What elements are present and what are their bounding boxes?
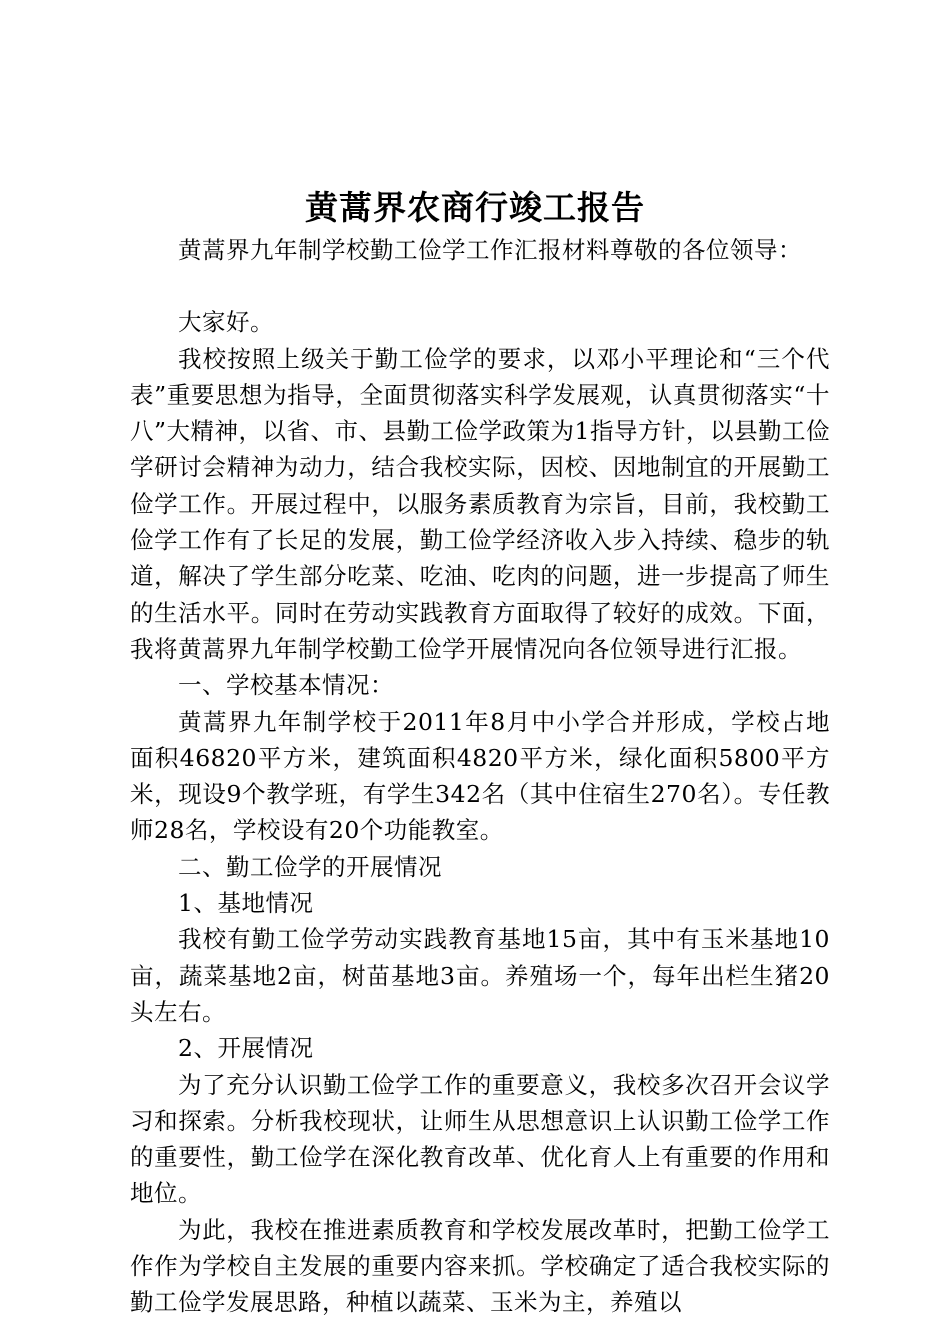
- development-paragraph: 为此，我校在推进素质教育和学校发展改革时，把勤工俭学工作作为学校自主发展的重要内容来抓。学校确定了适合我校实际的勤工俭学发展思路，种植以蔬菜、玉米为主，养殖以: [130, 1215, 830, 1317]
- section-heading-basic-info: 一、学校基本情况：: [178, 671, 394, 700]
- basic-info-paragraph: 黄蒿界九年制学校于2011年8月中小学合并形成，学校占地面积46820平方米，建筑面积4820平方米，绿化面积5800平方米，现设9个教学班，有学生342名（其中住宿生270名）。专任教师28名，学校设有20个功能教室。: [130, 707, 830, 845]
- salutation-paragraph: 黄蒿界九年制学校勤工俭学工作汇报材料尊敬的各位领导：: [178, 236, 802, 264]
- progress-paragraph: 为了充分认识勤工俭学工作的重要意义，我校多次召开会议学习和探索。分析我校现状，让师生从思想意识上认识勤工俭学工作的重要性，勤工俭学在深化教育改革、优化育人上有重要的作用和地位。: [130, 1070, 830, 1208]
- document-body: [130, 232, 830, 1321]
- base-status-paragraph: 我校有勤工俭学劳动实践教育基地15亩，其中有玉米基地10亩，蔬菜基地2亩，树苗基地3亩。养殖场一个，每年出栏生猪20头左右。: [130, 925, 830, 1026]
- document-title: 黄蒿界农商行竣工报告: [305, 188, 645, 227]
- section-heading-work-status: 二、勤工俭学的开展情况: [178, 852, 442, 881]
- subheading-base-status: 1、基地情况: [178, 889, 314, 918]
- subheading-progress: 2、开展情况: [178, 1034, 314, 1063]
- intro-paragraph: 我校按照上级关于勤工俭学的要求，以邓小平理论和“三个代表”重要思想为指导，全面贯彻落实科学发展观，认真贯彻落实“十八”大精神，以省、市、县勤工俭学政策为1指导方针，以县勤工俭学研讨会精神为动力，结合我校实际，因校、因地制宜的开展勤工俭学工作。开展过程中，以服务素质教育为宗旨，目前，我校勤工俭学工作有了长足的发展，勤工俭学经济收入步入持续、稳步的轨道，解决了学生部分吃菜、吃油、吃肉的问题，进一步提高了师生的生活水平。同时在劳动实践教育方面取得了较好的成效。下面，我将黄蒿界九年制学校勤工俭学开展情况向各位领导进行汇报。: [130, 344, 830, 663]
- greeting-paragraph: 大家好。: [178, 308, 274, 337]
